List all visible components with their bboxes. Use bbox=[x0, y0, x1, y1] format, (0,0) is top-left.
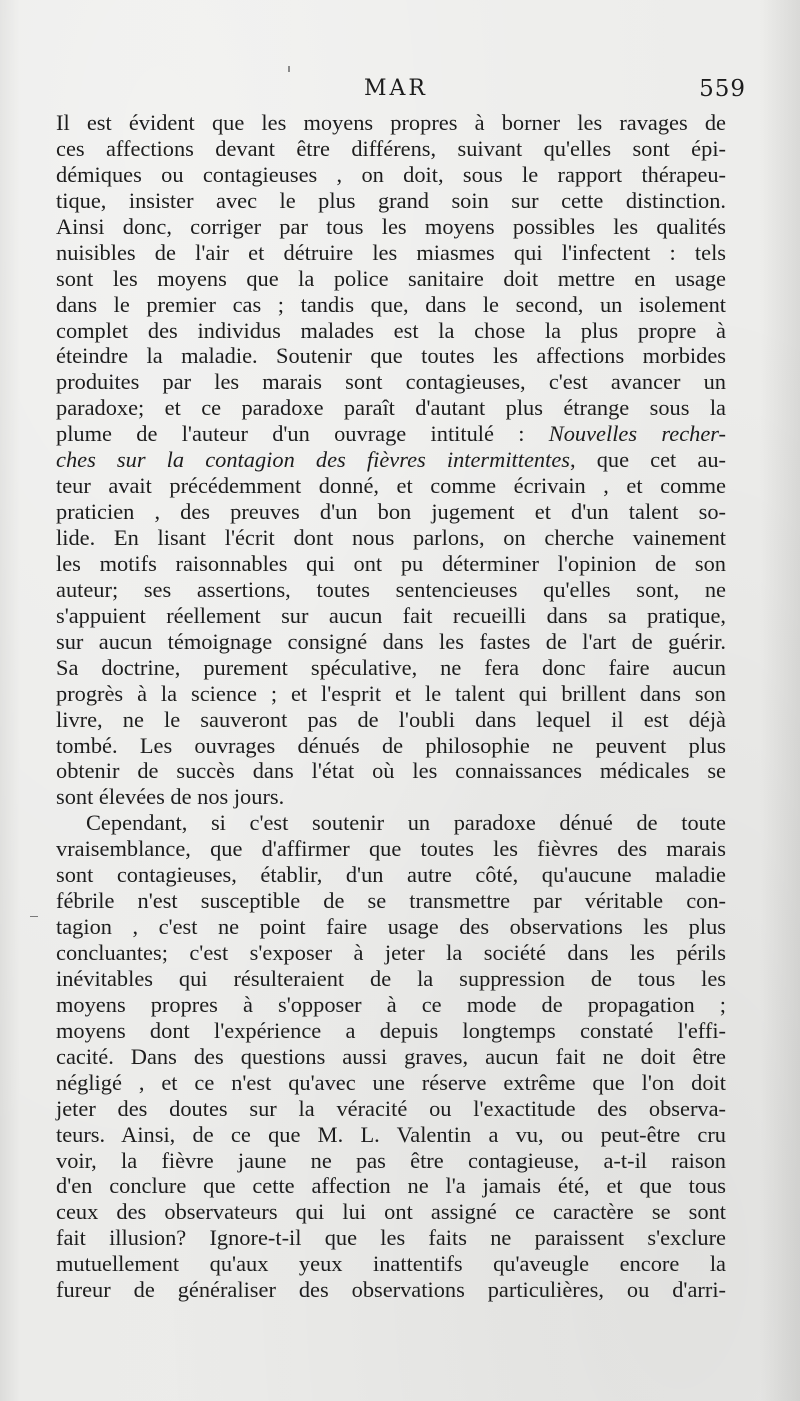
text-line: inévitables qui résulteraient de la suppression de tous les bbox=[56, 965, 726, 991]
text-line: tique, insister avec le plus grand soin sur cette distinction. bbox=[56, 187, 726, 213]
running-header bbox=[56, 76, 746, 104]
margin-mark bbox=[30, 916, 38, 917]
text-line: livre, ne le sauveront pas de l'oubli dans lequel il est déjà bbox=[56, 706, 726, 732]
text-line: sont contagieuses, établir, d'un autre côté, qu'aucune maladie bbox=[56, 862, 726, 888]
text-line: s'appuient réellement sur aucun fait recueilli dans sa pratique, bbox=[56, 602, 726, 628]
text-line: Ainsi donc, corriger par tous les moyens possibles les qualités bbox=[56, 213, 726, 239]
text-line: sont élevées de nos jours. bbox=[56, 784, 285, 810]
text-line: jeter des doutes sur la véracité ou l'exactitude des observa- bbox=[56, 1095, 726, 1121]
text-line: fait illusion? Ignore-t-il que les faits ne paraissent s'exclure bbox=[56, 1225, 726, 1251]
text-line: praticien , des preuves d'un bon jugement et d'un talent so- bbox=[56, 499, 726, 525]
text-line: produites par les marais sont contagieuses, c'est avancer un bbox=[56, 369, 726, 395]
italic-book-title: Nouvelles recher- bbox=[548, 421, 726, 447]
text-line: démiques ou contagieuses , on doit, sous le rapport thérapeu- bbox=[56, 161, 726, 187]
paper-speck bbox=[288, 66, 290, 72]
text-line: complet des individus malades est la chose la plus propre à bbox=[56, 317, 726, 343]
text-line: les motifs raisonnables qui ont pu déterminer l'opinion de son bbox=[56, 550, 726, 576]
text-line: mutuellement qu'aux yeux inattentifs qu'aveugle encore la bbox=[56, 1251, 726, 1277]
running-title: MAR bbox=[364, 76, 428, 101]
text-line: Sa doctrine, purement spéculative, ne fera donc faire aucun bbox=[56, 654, 726, 680]
text-line: auteur; ses assertions, toutes sentencieuses qu'elles sont, ne bbox=[56, 576, 726, 602]
text-line: négligé , et ce n'est qu'avec une réserve extrême que l'on doit bbox=[56, 1069, 726, 1095]
paragraph-2 bbox=[56, 810, 726, 1303]
text-line: Cependant, si c'est soutenir un paradoxe dénué de toute bbox=[86, 810, 726, 836]
text-line: nuisibles de l'air et détruire les miasmes qui l'infectent : tels bbox=[56, 239, 726, 265]
paragraph-1 bbox=[56, 110, 726, 810]
text-line: tagion , c'est ne point faire usage des observations les plus bbox=[56, 914, 726, 940]
body-text bbox=[56, 110, 726, 1303]
text-line: Il est évident que les moyens propres à borner les ravages de bbox=[56, 110, 726, 135]
italic-book-title: ches sur la contagion des fièvres intermittentes bbox=[56, 447, 570, 473]
text-line: paradoxe; et ce paradoxe paraît d'autant plus étrange sous la bbox=[56, 395, 726, 421]
text-line: obtenir de succès dans l'état où les connaissances médicales se bbox=[56, 758, 726, 784]
text-line: ces affections devant être différens, suivant qu'elles sont épi- bbox=[56, 135, 726, 161]
text-line: voir, la fièvre jaune ne pas être contagieuse, a-t-il raison bbox=[56, 1147, 726, 1173]
text-line: teurs. Ainsi, de ce que M. L. Valentin a vu, ou peut-être cru bbox=[56, 1121, 726, 1147]
text-line: fureur de généraliser des observations particulières, ou d'arri- bbox=[56, 1277, 726, 1303]
text-line: vraisemblance, que d'affirmer que toutes les fièvres des marais bbox=[56, 836, 726, 862]
text-line: éteindre la maladie. Soutenir que toutes les affections morbides bbox=[56, 343, 726, 369]
text-line: sur aucun témoignage consigné dans les fastes de l'art de guérir. bbox=[56, 628, 726, 654]
text-line: d'en conclure que cette affection ne l'a jamais été, et que tous bbox=[56, 1173, 726, 1199]
text-line: moyens dont l'expérience a depuis longtemps constaté l'effi- bbox=[56, 1017, 726, 1043]
text-line: progrès à la science ; et l'esprit et le talent qui brillent dans son bbox=[56, 680, 726, 706]
text-line: fébrile n'est susceptible de se transmettre par véritable con- bbox=[56, 888, 726, 914]
text-line: cacité. Dans des questions aussi graves, aucun fait ne doit être bbox=[56, 1043, 726, 1069]
text-line-title-end: ches sur la contagion des fièvres intermittentes, que cet au- bbox=[56, 447, 726, 473]
text-line: ceux des observateurs qui lui ont assigné ce caractère se sont bbox=[56, 1199, 726, 1225]
page-number: 559 bbox=[699, 76, 746, 102]
text-line: sont les moyens que la police sanitaire doit mettre en usage bbox=[56, 265, 726, 291]
text-line: dans le premier cas ; tandis que, dans le second, un isolement bbox=[56, 291, 726, 317]
text-line: tombé. Les ouvrages dénués de philosophie ne peuvent plus bbox=[56, 732, 726, 758]
text-line: lide. En lisant l'écrit dont nous parlons, on cherche vainement bbox=[56, 525, 726, 550]
text-line: moyens propres à s'opposer à ce mode de propagation ; bbox=[56, 991, 726, 1017]
text-line: concluantes; c'est s'exposer à jeter la société dans les périls bbox=[56, 940, 726, 965]
text-line: teur avait précédemment donné, et comme écrivain , et comme bbox=[56, 473, 726, 499]
text-line-title-start: plume de l'auteur d'un ouvrage intitulé : Nouvelles recher- bbox=[56, 421, 726, 447]
